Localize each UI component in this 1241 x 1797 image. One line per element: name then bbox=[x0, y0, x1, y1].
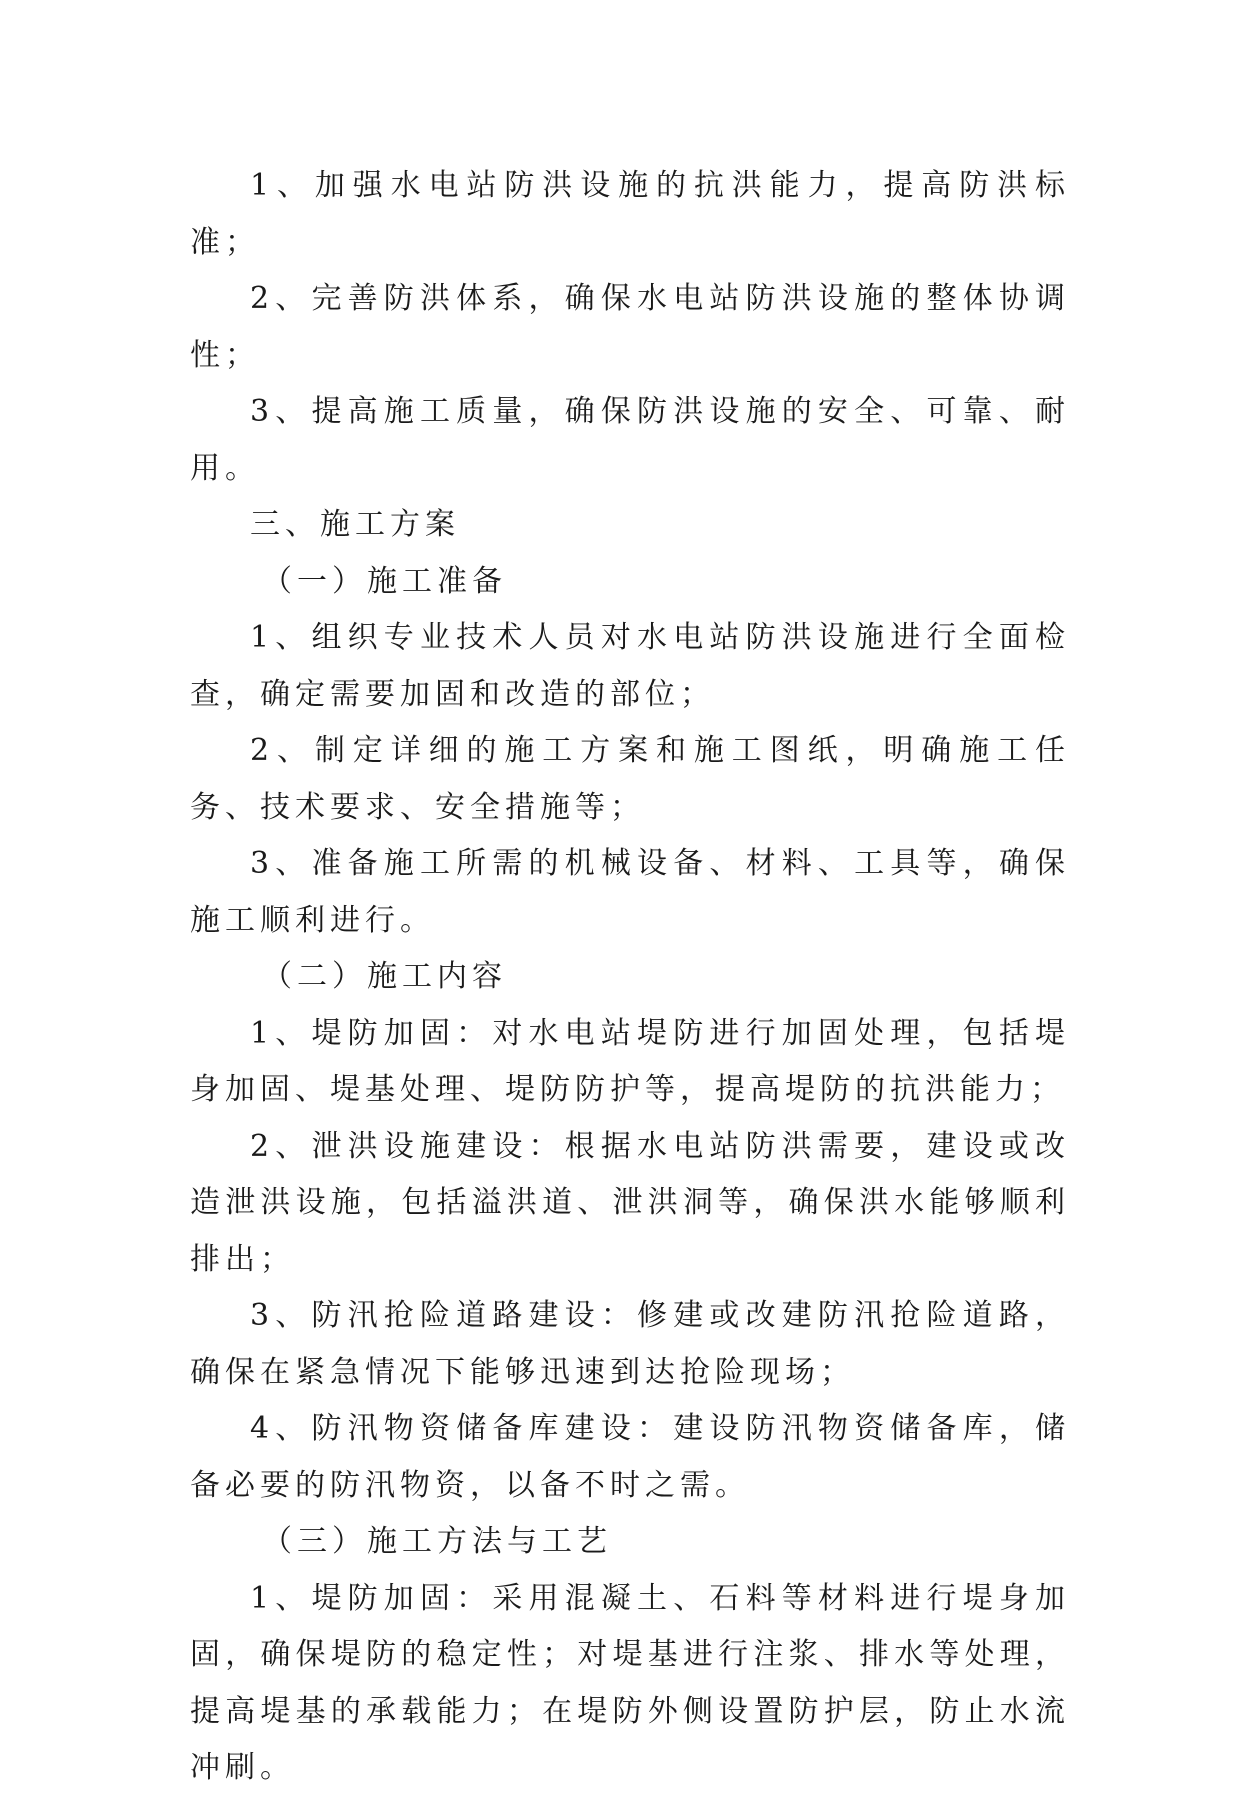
paragraph-content-1: 1、堤防加固：对水电站堤防进行加固处理，包括堤身加固、堤基处理、堤防防护等，提高堤防的抗洪能力； bbox=[190, 1015, 1070, 1107]
paragraph-preparation-2: 2、制定详细的施工方案和施工图纸，明确施工任务、技术要求、安全措施等； bbox=[190, 733, 1070, 825]
subsection-heading-content: （二）施工内容 bbox=[262, 959, 507, 994]
paragraph-content-4: 4、防汛物资储备库建设：建设防汛物资储备库，储备必要的防汛物资，以备不时之需。 bbox=[190, 1411, 1070, 1503]
paragraph-goal-1: 1、加强水电站防洪设施的抗洪能力，提高防洪标准； bbox=[190, 168, 1070, 260]
paragraph-goal-3: 3、提高施工质量，确保防洪设施的安全、可靠、耐用。 bbox=[190, 394, 1070, 486]
paragraph-preparation-1: 1、组织专业技术人员对水电站防洪设施进行全面检查，确定需要加固和改造的部位； bbox=[190, 620, 1070, 712]
paragraph-content-2: 2、泄洪设施建设：根据水电站防洪需要，建设或改造泄洪设施，包括溢洪道、泄洪洞等，确保洪水能够顺利排出； bbox=[190, 1128, 1070, 1277]
paragraph-goal-2: 2、完善防洪体系，确保水电站防洪设施的整体协调性； bbox=[190, 281, 1070, 373]
paragraph-content-3: 3、防汛抢险道路建设：修建或改建防汛抢险道路，确保在紧急情况下能够迅速到达抢险现场； bbox=[190, 1298, 1070, 1390]
paragraph-preparation-3: 3、准备施工所需的机械设备、材料、工具等，确保施工顺利进行。 bbox=[190, 846, 1070, 938]
document-body bbox=[190, 158, 1070, 1797]
subsection-heading-preparation: （一）施工准备 bbox=[262, 563, 507, 599]
section-heading-construction-plan: 三、施工方案 bbox=[250, 507, 460, 542]
paragraph-methods-1: 1、堤防加固：采用混凝土、石料等材料进行堤身加固，确保堤防的稳定性；对堤基进行注浆、排水等处理，提高堤基的承载能力；在堤防外侧设置防护层，防止水流冲刷。 bbox=[190, 1580, 1070, 1785]
subsection-heading-methods: （三）施工方法与工艺 bbox=[262, 1524, 612, 1559]
